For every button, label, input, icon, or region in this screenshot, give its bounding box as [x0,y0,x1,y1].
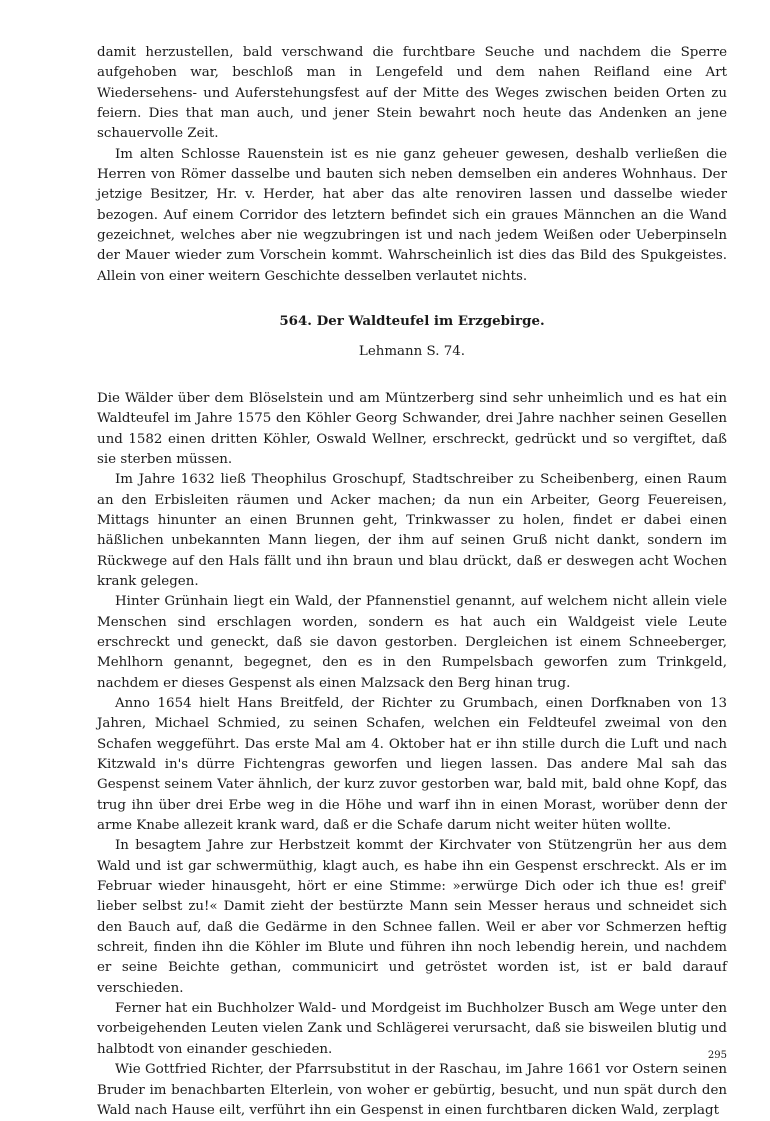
body-paragraph-4: Anno 1654 hielt Hans Breitfeld, der Richter zu Grumbach, einen Dorfknaben von 13 Jahren, Michael Schmied, zu seinen Schafen, welchen ein Feldteufel zweimal von den Schafen weggeführt. Das erste Mal am 4. Oktober hat er ihn stille durch die Luft und nach Kitzwald in's dürre Fichtengras geworfen und liegen lassen. Das andere Mal sah das Gespenst seinem Vater ähnlich, der kurz zuvor gestorben war, bald mit, bald ohne Kopf, das trug ihn über drei Erbe weg in die Höhe und warf ihn in einen Morast, worüber denn der arme Knabe allezeit krank ward, daß er die Schafe darum nicht weiter hüten wollte. [97,695,727,834]
body-paragraph-5: In besagtem Jahre zur Herbstzeit kommt der Kirchvater von Stützengrün her aus dem Wald und ist gar schwermüthig, klagt auch, es habe ihn ein Gespenst erschreckt. Als er im Februar wieder hinausgeht, hört er eine Stimme: »erwürge Dich oder ich thue es! greif' lieber selbst zu!« Damit zieht der bestürzte Mann sein Messer heraus und schneidet sich den Bauch auf, daß die Gedärme in den Schnee fallen. Weil er aber vor Schmerzen heftig schreit, finden ihn die Köhler im Blute und führen ihn noch lebendig herein, und nachdem er seine Beichte gethan, communicirt und getröstet worden ist, ist er bald darauf verschieden. [97,838,727,996]
body-paragraph-7: Wie Gottfried Richter, der Pfarrsubstitut in der Raschau, im Jahre 1661 vor Ostern seinen Bruder im benachbarten Elterlein, von woher er gebürtig, besucht, und nun spät durch den Wald nach Hause eilt, verführt ihn ein Gespenst in einen furchtbaren dicken Wald, zerplagt [97,1062,727,1118]
intro-paragraph-2: Im alten Schlosse Rauenstein ist es nie ganz geheuer gewesen, deshalb verließen die Herren von Römer dasselbe und bauten sich neben demselben ein anderes Wohnhaus. Der jetzige Besitzer, Hr. v. Herder, hat aber das alte renoviren lassen und dasselbe wieder bezogen. Auf einem Corridor des letztern befindet sich ein graues Männchen an die Wand gezeichnet, welches aber nie wegzubringen ist und nach jedem Weißen oder Ueberpinseln der Mauer wieder zum Vorschein kommt. Wahrscheinlich ist dies das Bild des Spukgeistes. Allein von einer weitern Geschichte desselben verlautet nichts. [97,146,727,284]
body-paragraph-3: Hinter Grünhain liegt ein Wald, der Pfannenstiel genannt, auf welchem nicht allein viele Menschen sind erschlagen worden, sondern es hat auch ein Waldgeist viele Leute erschreckt und geneckt, daß sie davon gestorben. Dergleichen ist einem Schneeberger, Mehlhorn genannt, begegnet, den es in den Rumpelsbach geworfen zum Trinkgeld, nachdem er dieses Gespenst als einen Malzsack den Berg hinan trug. [97,594,727,691]
document-page [97,43,727,1121]
section-source: Lehmann S. 74. [358,344,466,360]
body-paragraph-1: Die Wälder über dem Blöselstein und am Müntzerberg sind sehr unheimlich und es hat ein Waldteufel im Jahre 1575 den Köhler Georg Schwander, drei Jahre nachher seinen Gesellen und 1582 einen dritten Köhler, Oswald Wellner, erschreckt, gedrückt und so vergiftet, daß sie sterben müssen. [97,390,727,467]
section-title: 564. Der Waldteufel im Erzgebirge. [279,313,545,330]
page-number: 295 [707,1050,727,1061]
intro-paragraph-1: damit herzustellen, bald verschwand die furchtbare Seuche und nachdem die Sperre aufgehoben war, beschloß man in Lengefeld und dem nahen Reifland eine Art Wiedersehens- und Auferstehungsfest auf der Mitte des Weges zwischen beiden Orten zu feiern. Dies that man auch, und jener Stein bewahrt noch heute das Andenken an jene schauervolle Zeit. [97,45,727,142]
body-paragraph-6: Ferner hat ein Buchholzer Wald- und Mordgeist im Buchholzer Busch am Wege unter den vorbeigehenden Leuten vielen Zank und Schlägerei verursacht, daß sie bisweilen blutig und halbtodt von einander geschieden. [97,1001,727,1057]
body-paragraph-2: Im Jahre 1632 ließ Theophilus Groschupf, Stadtschreiber zu Scheibenberg, einen Raum an den Erbisleiten räumen und Acker machen; da nun ein Arbeiter, Georg Feuereisen, Mittags hinunter an einen Brunnen geht, Trinkwasser zu holen, findet er dabei einen häßlichen unbekannten Mann liegen, der ihm auf seinen Gruß nicht dankt, sondern im Rückwege auf den Hals fällt und ihn braun und blau drückt, daß er deswegen acht Wochen krank gelegen. [97,472,727,589]
